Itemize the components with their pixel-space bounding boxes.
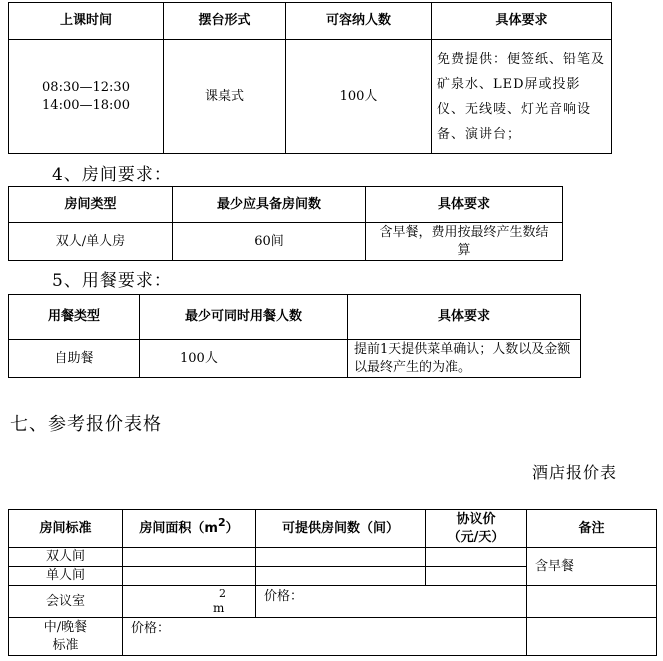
double-price-cell <box>426 548 527 567</box>
single-rooms-cell <box>256 567 426 586</box>
class-table <box>8 2 612 154</box>
header-room-standard: 房间标准 <box>9 510 123 548</box>
class-time-afternoon: 14:00—18:00 <box>42 97 130 113</box>
header-capacity: 可容纳人数 <box>286 3 432 40</box>
quote-table <box>8 509 657 656</box>
meal-table <box>8 294 581 378</box>
header-room-type: 房间类型 <box>9 187 173 223</box>
quote-section-heading: 七、参考报价表格 <box>10 414 162 435</box>
layout-cell: 课桌式 <box>164 40 286 154</box>
quote-table-title: 酒店报价表 <box>532 463 618 482</box>
room-table <box>8 186 563 261</box>
header-room-count: 最少应具备房间数 <box>173 187 366 223</box>
meal-standard-line2: 标准 <box>52 637 79 653</box>
single-price-cell <box>426 567 527 586</box>
header-price-line2: （元/天） <box>447 529 505 545</box>
breakfast-note-cell: 含早餐 <box>527 548 657 586</box>
single-area-cell <box>123 567 256 586</box>
header-available-rooms: 可提供房间数（间） <box>256 510 426 548</box>
room-type-cell: 双人/单人房 <box>9 223 173 261</box>
header-room-area-sup: 2 <box>217 515 226 529</box>
room-requirements-heading: 4、房间要求： <box>52 165 172 185</box>
meal-count-cell: 100人 <box>140 340 348 378</box>
meal-requirements-heading: 5、用餐要求： <box>52 271 172 291</box>
meeting-area-unit: m <box>213 601 225 615</box>
meal-price-cell: 价格： <box>123 618 527 656</box>
capacity-cell: 100人 <box>286 40 432 154</box>
header-agreed-price <box>426 510 527 548</box>
double-area-cell <box>123 548 256 567</box>
room-count-cell: 60间 <box>173 223 366 261</box>
meeting-note-cell <box>527 586 657 618</box>
meeting-area-cell <box>123 586 256 618</box>
header-meal-requirement: 具体要求 <box>348 295 581 340</box>
header-room-requirement: 具体要求 <box>366 187 563 223</box>
header-note: 备注 <box>527 510 657 548</box>
header-room-area-label: 房间面积（m <box>139 520 218 536</box>
double-rooms-cell <box>256 548 426 567</box>
header-class-time: 上课时间 <box>9 3 164 40</box>
class-requirement-cell: 免费提供：便签纸、铅笔及矿泉水、LED屏或投影仪、无线唛、灯光音响设备、演讲台； <box>432 40 612 154</box>
meal-standard-line1: 中/晚餐 <box>43 619 88 635</box>
header-requirements: 具体要求 <box>432 3 612 40</box>
header-room-area <box>123 510 256 548</box>
meeting-price-cell: 价格： <box>256 586 527 618</box>
header-room-area-close: ） <box>225 520 239 536</box>
class-time-morning: 08:30—12:30 <box>42 79 130 95</box>
header-meal-type: 用餐类型 <box>9 295 140 340</box>
header-price-line1: 协议价 <box>456 511 496 527</box>
meal-note-cell <box>527 618 657 656</box>
row-double-room: 双人间 <box>9 548 123 567</box>
header-meal-count: 最少可同时用餐人数 <box>140 295 348 340</box>
row-meeting-room: 会议室 <box>9 586 123 618</box>
row-meal-standard <box>9 618 123 656</box>
room-requirement-cell: 含早餐，费用按最终产生数结算 <box>366 223 563 261</box>
row-single-room: 单人间 <box>9 567 123 586</box>
class-time-cell <box>9 40 164 154</box>
meeting-area-sup: 2 <box>219 587 226 600</box>
meal-type-cell: 自助餐 <box>9 340 140 378</box>
header-layout: 摆台形式 <box>164 3 286 40</box>
meal-requirement-cell: 提前1天提供菜单确认；人数以及金额以最终产生的为准。 <box>348 340 581 378</box>
